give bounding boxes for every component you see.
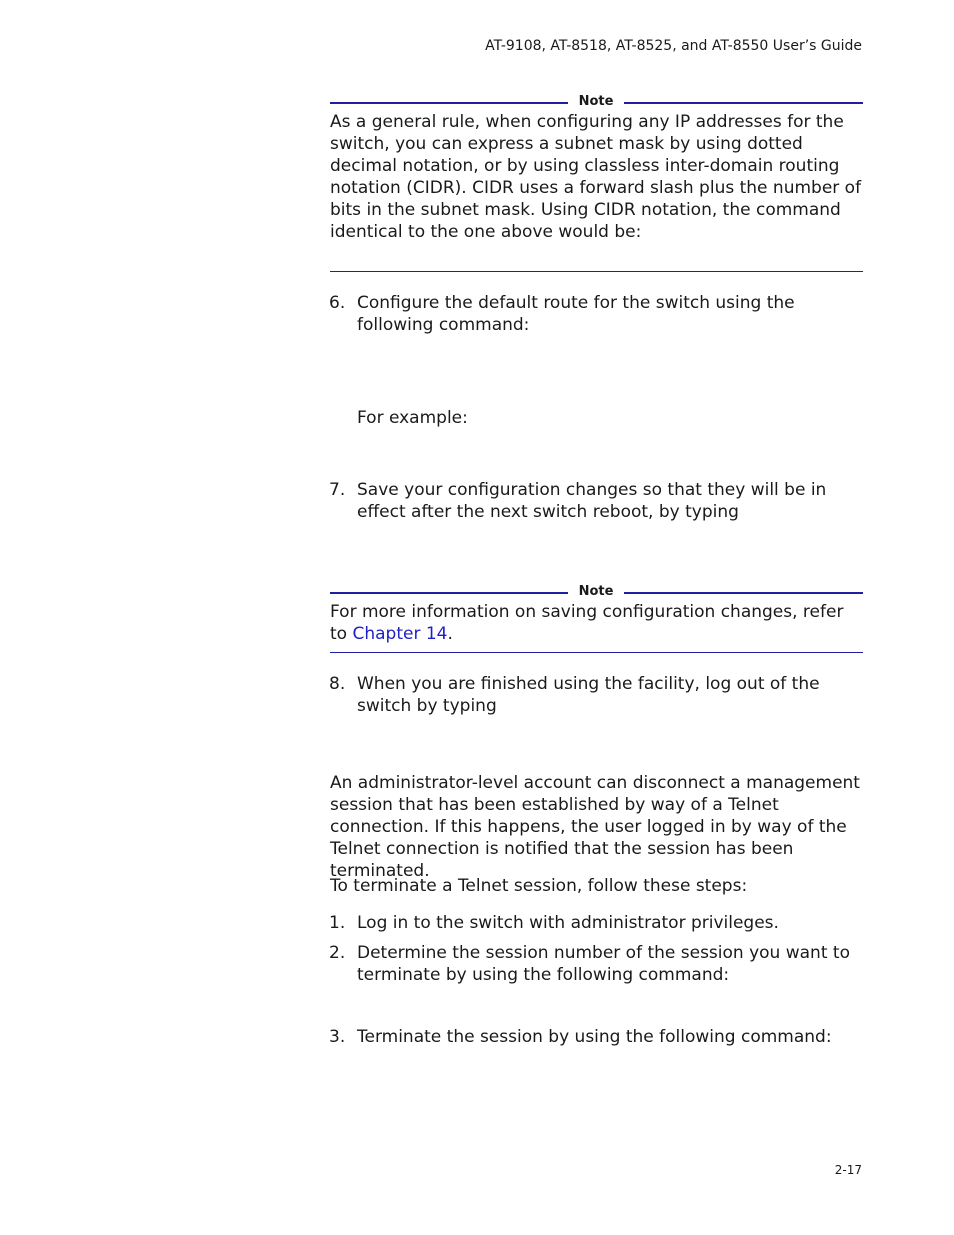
running-header: AT-9108, AT-8518, AT-8525, and AT-8550 User’s Guide: [485, 38, 862, 54]
terminate-step-1: [329, 912, 863, 934]
terminate-step-3: [329, 1026, 863, 1048]
for-example-text: For example:: [357, 408, 468, 428]
step-number: 3.: [329, 1027, 346, 1047]
note-label: Note: [578, 94, 614, 109]
chapter-14-link[interactable]: Chapter 14: [352, 624, 448, 644]
note-rule-right: [624, 592, 863, 594]
note-bottom-rule: [330, 271, 863, 272]
step-number: 6.: [329, 293, 346, 313]
step-number: 7.: [329, 480, 346, 500]
step-text: Determine the session number of the session you want to terminate by using the following command:: [357, 943, 850, 985]
step-text: Configure the default route for the switch using the following command:: [357, 293, 795, 335]
step-6: [329, 292, 863, 336]
note-text: [330, 601, 864, 645]
terminate-step-2: [329, 942, 863, 986]
note-rule-left: [330, 102, 568, 104]
step-number: 8.: [329, 674, 346, 694]
note-text: As a general rule, when configuring any IP addresses for the switch, you can express a subnet mask by using dotted decimal notation, or by using classless inter-domain routing notation (CIDR). CIDR uses a forward slash plus the number of bits in the subnet mask. Using CIDR notation, the command identical to the one above would be:: [330, 112, 862, 242]
step-text: Save your configuration changes so that they will be in effect after the next switch reboot, by typing: [357, 480, 827, 522]
note-label: Note: [578, 584, 614, 599]
note-text-after: .: [447, 624, 453, 644]
terminate-intro: To terminate a Telnet session, follow these steps:: [330, 876, 748, 896]
note-bottom-rule: [330, 652, 863, 653]
step-7: [329, 479, 863, 523]
step-number: 2.: [329, 943, 346, 963]
note-rule-left: [330, 592, 568, 594]
step-text: Terminate the session by using the following command:: [357, 1027, 832, 1047]
note-rule-right: [624, 102, 863, 104]
step-text: When you are finished using the facility, log out of the switch by typing: [357, 674, 820, 716]
page-number: 2-17: [834, 1163, 862, 1177]
step-8: [329, 673, 863, 717]
step-number: 1.: [329, 913, 346, 933]
terminate-paragraph: An administrator-level account can disconnect a management session that has been established by way of a Telnet connection. If this happens, the user logged in by way of the Telnet connection is notified that the session has been terminated.: [330, 773, 860, 881]
note-text-before: For more information on saving configuration changes, refer to: [330, 602, 844, 644]
step-text: Log in to the switch with administrator privileges.: [357, 913, 779, 933]
